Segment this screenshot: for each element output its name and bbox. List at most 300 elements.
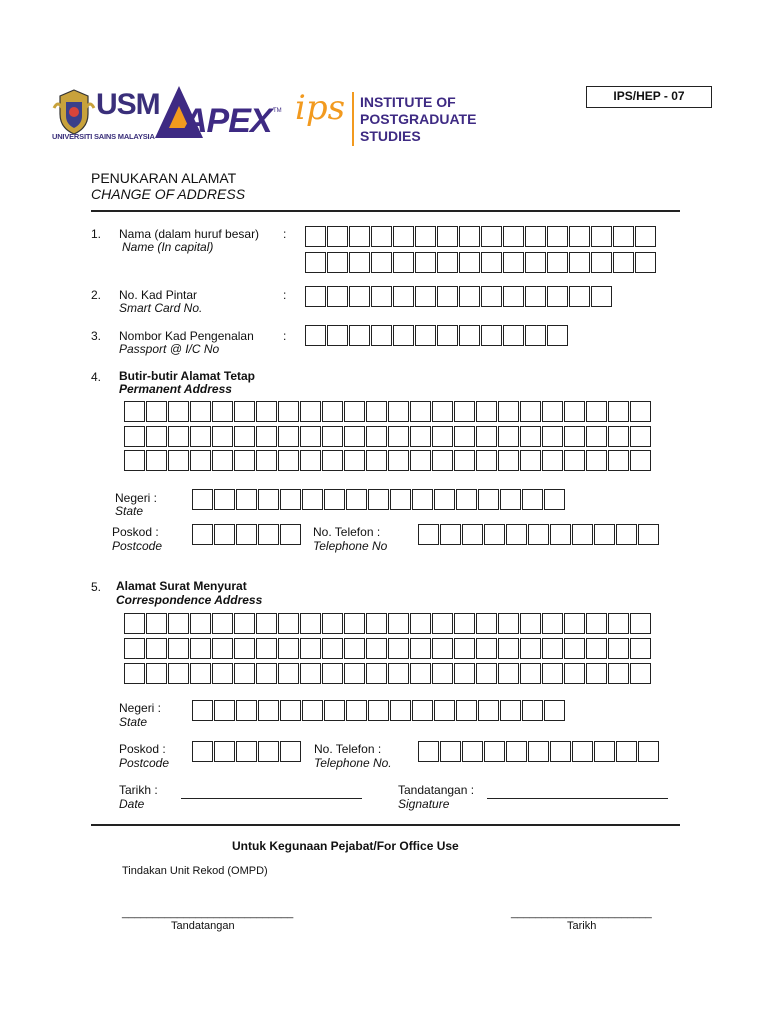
char-box[interactable] [454, 613, 475, 634]
char-box[interactable] [124, 401, 145, 422]
field-passport-label-en: Passport @ I/C No [119, 342, 220, 356]
permanent-address-row2[interactable] [124, 426, 652, 447]
correspondence-phone-boxes[interactable] [418, 741, 660, 762]
field-correspondence-num: 5. [91, 580, 102, 594]
char-box[interactable] [459, 252, 480, 273]
char-box[interactable] [388, 426, 409, 447]
char-box[interactable] [234, 663, 255, 684]
field-permanent-label: Butir-butir Alamat Tetap [119, 369, 256, 383]
char-box[interactable] [484, 741, 505, 762]
char-box[interactable] [124, 663, 145, 684]
permanent-phone-boxes[interactable] [418, 524, 660, 545]
char-box[interactable] [500, 489, 521, 510]
char-box[interactable] [481, 226, 502, 247]
char-box[interactable] [506, 741, 527, 762]
char-box[interactable] [569, 252, 590, 273]
char-box[interactable] [366, 401, 387, 422]
char-box[interactable] [613, 226, 634, 247]
char-box[interactable] [344, 613, 365, 634]
char-box[interactable] [278, 401, 299, 422]
char-box[interactable] [437, 325, 458, 346]
char-box[interactable] [366, 663, 387, 684]
char-box[interactable] [278, 613, 299, 634]
char-box[interactable] [300, 663, 321, 684]
char-box[interactable] [256, 426, 277, 447]
char-box[interactable] [542, 426, 563, 447]
permanent-address-row3[interactable] [124, 450, 652, 471]
char-box[interactable] [520, 663, 541, 684]
char-box[interactable] [542, 638, 563, 659]
char-box[interactable] [415, 325, 436, 346]
char-box[interactable] [349, 252, 370, 273]
char-box[interactable] [146, 450, 167, 471]
char-box[interactable] [124, 426, 145, 447]
char-box[interactable] [305, 226, 326, 247]
char-box[interactable] [278, 450, 299, 471]
char-box[interactable] [547, 226, 568, 247]
char-box[interactable] [300, 426, 321, 447]
char-box[interactable] [506, 524, 527, 545]
name-boxes-row2[interactable] [305, 252, 657, 273]
char-box[interactable] [462, 524, 483, 545]
char-box[interactable] [522, 700, 543, 721]
char-box[interactable] [498, 426, 519, 447]
char-box[interactable] [569, 226, 590, 247]
date-label: Tarikh : [119, 783, 158, 797]
char-box[interactable] [454, 450, 475, 471]
correspondence-postcode-boxes[interactable] [192, 741, 302, 762]
char-box[interactable] [371, 252, 392, 273]
char-box[interactable] [415, 286, 436, 307]
char-box[interactable] [418, 524, 439, 545]
char-box[interactable] [346, 489, 367, 510]
char-box[interactable] [476, 613, 497, 634]
date-line[interactable] [181, 798, 362, 799]
char-box[interactable] [212, 426, 233, 447]
char-box[interactable] [481, 325, 502, 346]
char-box[interactable] [212, 663, 233, 684]
char-box[interactable] [300, 401, 321, 422]
char-box[interactable] [522, 489, 543, 510]
char-box[interactable] [432, 613, 453, 634]
char-box[interactable] [410, 613, 431, 634]
char-box[interactable] [344, 450, 365, 471]
char-box[interactable] [432, 663, 453, 684]
char-box[interactable] [525, 252, 546, 273]
char-box[interactable] [586, 663, 607, 684]
char-box[interactable] [349, 226, 370, 247]
char-box[interactable] [591, 226, 612, 247]
char-box[interactable] [146, 426, 167, 447]
char-box[interactable] [434, 489, 455, 510]
char-box[interactable] [456, 700, 477, 721]
char-box[interactable] [214, 524, 235, 545]
char-box[interactable] [550, 741, 571, 762]
char-box[interactable] [572, 524, 593, 545]
char-box[interactable] [388, 401, 409, 422]
char-box[interactable] [393, 286, 414, 307]
char-box[interactable] [459, 286, 480, 307]
char-box[interactable] [476, 426, 497, 447]
char-box[interactable] [564, 450, 585, 471]
char-box[interactable] [564, 426, 585, 447]
char-box[interactable] [520, 426, 541, 447]
char-box[interactable] [564, 638, 585, 659]
char-box[interactable] [368, 700, 389, 721]
char-box[interactable] [608, 613, 629, 634]
char-box[interactable] [256, 613, 277, 634]
char-box[interactable] [410, 450, 431, 471]
char-box[interactable] [371, 286, 392, 307]
char-box[interactable] [520, 450, 541, 471]
char-box[interactable] [212, 450, 233, 471]
char-box[interactable] [349, 325, 370, 346]
char-box[interactable] [327, 252, 348, 273]
char-box[interactable] [410, 426, 431, 447]
char-box[interactable] [544, 700, 565, 721]
char-box[interactable] [190, 613, 211, 634]
char-box[interactable] [393, 252, 414, 273]
char-box[interactable] [525, 286, 546, 307]
char-box[interactable] [547, 325, 568, 346]
char-box[interactable] [613, 252, 634, 273]
char-box[interactable] [547, 286, 568, 307]
char-box[interactable] [572, 741, 593, 762]
correspondence-phone-label: No. Telefon : [314, 742, 382, 756]
char-box[interactable] [322, 663, 343, 684]
char-box[interactable] [371, 226, 392, 247]
char-box[interactable] [520, 613, 541, 634]
correspondence-address-row1[interactable] [124, 613, 652, 634]
char-box[interactable] [478, 489, 499, 510]
field-smartcard-label-en: Smart Card No. [119, 301, 203, 315]
char-box[interactable] [462, 741, 483, 762]
char-box[interactable] [481, 286, 502, 307]
correspondence-address-row2[interactable] [124, 638, 652, 659]
char-box[interactable] [459, 226, 480, 247]
char-box[interactable] [630, 401, 651, 422]
char-box[interactable] [459, 325, 480, 346]
char-box[interactable] [586, 613, 607, 634]
char-box[interactable] [454, 401, 475, 422]
char-box[interactable] [258, 741, 279, 762]
char-box[interactable] [528, 741, 549, 762]
char-box[interactable] [190, 638, 211, 659]
char-box[interactable] [192, 489, 213, 510]
char-box[interactable] [476, 663, 497, 684]
char-box[interactable] [432, 401, 453, 422]
char-box[interactable] [635, 252, 656, 273]
char-box[interactable] [322, 613, 343, 634]
apex-tm: TM [273, 108, 282, 114]
char-box[interactable] [547, 252, 568, 273]
char-box[interactable] [432, 426, 453, 447]
char-box[interactable] [302, 700, 323, 721]
char-box[interactable] [638, 524, 659, 545]
char-box[interactable] [278, 426, 299, 447]
char-box[interactable] [630, 613, 651, 634]
char-box[interactable] [192, 741, 213, 762]
char-box[interactable] [214, 700, 235, 721]
char-box[interactable] [569, 286, 590, 307]
char-box[interactable] [437, 226, 458, 247]
char-box[interactable] [234, 426, 255, 447]
char-box[interactable] [327, 325, 348, 346]
char-box[interactable] [432, 450, 453, 471]
char-box[interactable] [327, 226, 348, 247]
char-box[interactable] [434, 700, 455, 721]
signature-line[interactable] [487, 798, 668, 799]
char-box[interactable] [393, 226, 414, 247]
char-box[interactable] [432, 638, 453, 659]
permanent-postcode-boxes[interactable] [192, 524, 302, 545]
smartcard-boxes[interactable] [305, 286, 613, 307]
char-box[interactable] [280, 489, 301, 510]
char-box[interactable] [564, 401, 585, 422]
char-box[interactable] [476, 638, 497, 659]
char-box[interactable] [146, 613, 167, 634]
char-box[interactable] [503, 325, 524, 346]
char-box[interactable] [322, 426, 343, 447]
char-box[interactable] [542, 450, 563, 471]
char-box[interactable] [520, 638, 541, 659]
char-box[interactable] [124, 638, 145, 659]
char-box[interactable] [484, 524, 505, 545]
char-box[interactable] [234, 613, 255, 634]
char-box[interactable] [608, 401, 629, 422]
char-box[interactable] [300, 638, 321, 659]
ips-divider [352, 92, 354, 146]
char-box[interactable] [586, 426, 607, 447]
char-box[interactable] [366, 426, 387, 447]
char-box[interactable] [608, 663, 629, 684]
char-box[interactable] [327, 286, 348, 307]
office-date-label: Tarikh [567, 920, 597, 932]
char-box[interactable] [168, 638, 189, 659]
char-box[interactable] [498, 401, 519, 422]
char-box[interactable] [214, 741, 235, 762]
char-box[interactable] [388, 638, 409, 659]
char-box[interactable] [322, 450, 343, 471]
char-box[interactable] [542, 663, 563, 684]
char-box[interactable] [481, 252, 502, 273]
char-box[interactable] [586, 401, 607, 422]
char-box[interactable] [346, 700, 367, 721]
char-box[interactable] [456, 489, 477, 510]
char-box[interactable] [520, 401, 541, 422]
char-box[interactable] [503, 226, 524, 247]
char-box[interactable] [630, 426, 651, 447]
char-box[interactable] [236, 741, 257, 762]
char-box[interactable] [168, 401, 189, 422]
char-box[interactable] [498, 450, 519, 471]
char-box[interactable] [300, 450, 321, 471]
char-box[interactable] [368, 489, 389, 510]
char-box[interactable] [528, 524, 549, 545]
char-box[interactable] [234, 638, 255, 659]
char-box[interactable] [278, 663, 299, 684]
char-box[interactable] [550, 524, 571, 545]
char-box[interactable] [190, 426, 211, 447]
char-box[interactable] [542, 401, 563, 422]
char-box[interactable] [366, 638, 387, 659]
char-box[interactable] [388, 450, 409, 471]
char-box[interactable] [410, 401, 431, 422]
char-box[interactable] [410, 638, 431, 659]
char-box[interactable] [418, 741, 439, 762]
char-box[interactable] [322, 401, 343, 422]
char-box[interactable] [192, 700, 213, 721]
char-box[interactable] [503, 286, 524, 307]
char-box[interactable] [258, 700, 279, 721]
char-box[interactable] [525, 226, 546, 247]
char-box[interactable] [302, 489, 323, 510]
char-box[interactable] [324, 489, 345, 510]
char-box[interactable] [393, 325, 414, 346]
char-box[interactable] [146, 638, 167, 659]
char-box[interactable] [212, 401, 233, 422]
char-box[interactable] [168, 426, 189, 447]
char-box[interactable] [300, 613, 321, 634]
correspondence-state-boxes[interactable] [192, 700, 566, 721]
char-box[interactable] [591, 252, 612, 273]
char-box[interactable] [454, 638, 475, 659]
char-box[interactable] [280, 524, 301, 545]
char-box[interactable] [258, 524, 279, 545]
char-box[interactable] [344, 426, 365, 447]
char-box[interactable] [344, 663, 365, 684]
char-box[interactable] [544, 489, 565, 510]
field-passport-colon: : [283, 329, 287, 343]
char-box[interactable] [454, 426, 475, 447]
char-box[interactable] [256, 663, 277, 684]
char-box[interactable] [608, 638, 629, 659]
char-box[interactable] [168, 450, 189, 471]
char-box[interactable] [305, 286, 326, 307]
char-box[interactable] [124, 613, 145, 634]
char-box[interactable] [498, 613, 519, 634]
char-box[interactable] [256, 638, 277, 659]
permanent-state-boxes[interactable] [192, 489, 566, 510]
field-name-colon: : [283, 227, 287, 241]
char-box[interactable] [234, 401, 255, 422]
char-box[interactable] [146, 401, 167, 422]
char-box[interactable] [146, 663, 167, 684]
char-box[interactable] [500, 700, 521, 721]
char-box[interactable] [440, 741, 461, 762]
char-box[interactable] [630, 638, 651, 659]
char-box[interactable] [280, 741, 301, 762]
char-box[interactable] [410, 663, 431, 684]
char-box[interactable] [454, 663, 475, 684]
char-box[interactable] [258, 489, 279, 510]
char-box[interactable] [415, 252, 436, 273]
char-box[interactable] [305, 325, 326, 346]
char-box[interactable] [190, 401, 211, 422]
char-box[interactable] [324, 700, 345, 721]
char-box[interactable] [168, 613, 189, 634]
char-box[interactable] [586, 450, 607, 471]
char-box[interactable] [478, 700, 499, 721]
char-box[interactable] [192, 524, 213, 545]
char-box[interactable] [236, 489, 257, 510]
char-box[interactable] [437, 286, 458, 307]
passport-boxes[interactable] [305, 325, 569, 346]
char-box[interactable] [388, 663, 409, 684]
correspondence-address-row3[interactable] [124, 663, 652, 684]
char-box[interactable] [415, 226, 436, 247]
char-box[interactable] [305, 252, 326, 273]
char-box[interactable] [616, 741, 637, 762]
char-box[interactable] [236, 700, 257, 721]
char-box[interactable] [608, 426, 629, 447]
char-box[interactable] [476, 450, 497, 471]
char-box[interactable] [366, 450, 387, 471]
char-box[interactable] [525, 325, 546, 346]
char-box[interactable] [412, 700, 433, 721]
char-box[interactable] [234, 450, 255, 471]
char-box[interactable] [124, 450, 145, 471]
char-box[interactable] [638, 741, 659, 762]
char-box[interactable] [256, 401, 277, 422]
char-box[interactable] [608, 450, 629, 471]
char-box[interactable] [190, 663, 211, 684]
char-box[interactable] [366, 613, 387, 634]
char-box[interactable] [214, 489, 235, 510]
char-box[interactable] [236, 524, 257, 545]
char-box[interactable] [437, 252, 458, 273]
char-box[interactable] [630, 663, 651, 684]
char-box[interactable] [344, 401, 365, 422]
char-box[interactable] [212, 613, 233, 634]
char-box[interactable] [322, 638, 343, 659]
char-box[interactable] [190, 450, 211, 471]
char-box[interactable] [349, 286, 370, 307]
char-box[interactable] [594, 741, 615, 762]
char-box[interactable] [476, 401, 497, 422]
char-box[interactable] [586, 638, 607, 659]
char-box[interactable] [594, 524, 615, 545]
char-box[interactable] [635, 226, 656, 247]
ips-name-line3: STUDIES [360, 128, 421, 144]
char-box[interactable] [388, 613, 409, 634]
char-box[interactable] [168, 663, 189, 684]
name-boxes-row1[interactable] [305, 226, 657, 247]
apex-logo [153, 84, 285, 142]
char-box[interactable] [212, 638, 233, 659]
char-box[interactable] [498, 663, 519, 684]
char-box[interactable] [630, 450, 651, 471]
char-box[interactable] [344, 638, 365, 659]
char-box[interactable] [390, 700, 411, 721]
char-box[interactable] [256, 450, 277, 471]
char-box[interactable] [616, 524, 637, 545]
char-box[interactable] [412, 489, 433, 510]
char-box[interactable] [564, 663, 585, 684]
char-box[interactable] [542, 613, 563, 634]
char-box[interactable] [371, 325, 392, 346]
field-name-num: 1. [91, 227, 102, 241]
char-box[interactable] [280, 700, 301, 721]
char-box[interactable] [591, 286, 612, 307]
char-box[interactable] [564, 613, 585, 634]
char-box[interactable] [390, 489, 411, 510]
char-box[interactable] [278, 638, 299, 659]
char-box[interactable] [498, 638, 519, 659]
permanent-address-row1[interactable] [124, 401, 652, 422]
char-box[interactable] [440, 524, 461, 545]
char-box[interactable] [503, 252, 524, 273]
